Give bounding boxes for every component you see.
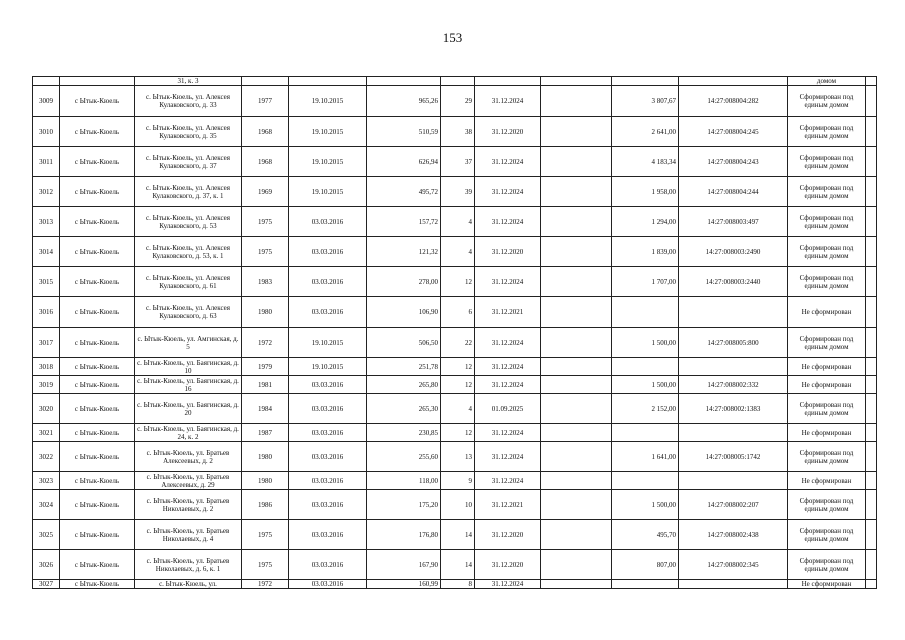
date-cell: 19.10.2015 <box>289 147 367 177</box>
status-cell: Сформирован под единым домом <box>788 207 866 237</box>
extra-cell <box>541 550 612 580</box>
extra-cell <box>541 580 612 589</box>
cadastral-cell: 14:27:008004:282 <box>679 86 788 117</box>
date-cell: 03.03.2016 <box>289 267 367 297</box>
count-cell: 12 <box>441 376 475 394</box>
amount-cell: 807,00 <box>612 550 679 580</box>
deadline-cell: 31.12.2024 <box>475 177 541 207</box>
date-cell: 03.03.2016 <box>289 442 367 472</box>
spacer-cell <box>866 442 877 472</box>
settlement-cell: с Ытык-Кюель <box>60 394 135 424</box>
cadastral-cell: 14:27:008004:245 <box>679 117 788 147</box>
amount-cell: 1 294,00 <box>612 207 679 237</box>
count-cell: 4 <box>441 394 475 424</box>
amount-cell: 1 958,00 <box>612 177 679 207</box>
spacer-cell <box>866 86 877 117</box>
address-cell: с. Ытык-Кюель, ул. Баягинская, д. 20 <box>135 394 242 424</box>
cadastral-cell: 14:27:008002:438 <box>679 520 788 550</box>
status-cell: Не сформирован <box>788 358 866 376</box>
extra-cell <box>541 267 612 297</box>
status-cell: Сформирован под единым домом <box>788 177 866 207</box>
spacer-cell <box>866 490 877 520</box>
date-cell: 03.03.2016 <box>289 376 367 394</box>
status-cell: Сформирован под единым домом <box>788 394 866 424</box>
extra-cell <box>541 472 612 490</box>
extra-cell <box>541 376 612 394</box>
spacer-cell <box>866 358 877 376</box>
year-cell: 1969 <box>242 177 289 207</box>
address-cell: с. Ытык-Кюель, ул. Алексея Кулаковского, д. 63 <box>135 297 242 328</box>
settlement-cell: с Ытык-Кюель <box>60 550 135 580</box>
table-row <box>33 580 877 589</box>
deadline-cell: 31.12.2024 <box>475 358 541 376</box>
area-cell <box>367 77 441 86</box>
address-cell: с. Ытык-Кюель, ул. Баягинская, д. 10 <box>135 358 242 376</box>
extra-cell <box>541 328 612 358</box>
table-row <box>33 117 877 147</box>
table-row <box>33 490 877 520</box>
deadline-cell: 31.12.2024 <box>475 442 541 472</box>
date-cell: 03.03.2016 <box>289 424 367 442</box>
deadline-cell <box>475 77 541 86</box>
date-cell: 03.03.2016 <box>289 490 367 520</box>
deadline-cell: 31.12.2020 <box>475 117 541 147</box>
address-cell: с. Ытык-Кюель, ул. Братьев Алексеевых, д. 29 <box>135 472 242 490</box>
extra-cell <box>541 358 612 376</box>
date-cell: 19.10.2015 <box>289 86 367 117</box>
settlement-cell <box>60 77 135 86</box>
area-cell: 176,80 <box>367 520 441 550</box>
year-cell: 1975 <box>242 520 289 550</box>
extra-cell <box>541 237 612 267</box>
area-cell: 157,72 <box>367 207 441 237</box>
table-row <box>33 472 877 490</box>
address-cell: с. Ытык-Кюель, ул. Братьев Николаевых, д. 6, к. 1 <box>135 550 242 580</box>
count-cell: 10 <box>441 490 475 520</box>
table-row <box>33 237 877 267</box>
year-cell: 1972 <box>242 328 289 358</box>
status-cell: Сформирован под единым домом <box>788 237 866 267</box>
cadastral-cell <box>679 77 788 86</box>
table-row <box>33 77 877 86</box>
settlement-cell: с Ытык-Кюель <box>60 442 135 472</box>
year-cell: 1980 <box>242 472 289 490</box>
address-cell: с. Ытык-Кюель, ул. Баягинская, д. 16 <box>135 376 242 394</box>
amount-cell <box>612 77 679 86</box>
settlement-cell: с Ытык-Кюель <box>60 177 135 207</box>
spacer-cell <box>866 237 877 267</box>
spacer-cell <box>866 550 877 580</box>
table-row <box>33 520 877 550</box>
count-cell: 14 <box>441 520 475 550</box>
amount-cell <box>612 472 679 490</box>
row-number: 3013 <box>33 207 60 237</box>
area-cell: 251,78 <box>367 358 441 376</box>
amount-cell: 1 707,00 <box>612 267 679 297</box>
settlement-cell: с Ытык-Кюель <box>60 376 135 394</box>
date-cell: 19.10.2015 <box>289 177 367 207</box>
count-cell: 4 <box>441 207 475 237</box>
settlement-cell: с Ытык-Кюель <box>60 117 135 147</box>
amount-cell: 1 500,00 <box>612 490 679 520</box>
count-cell: 12 <box>441 358 475 376</box>
table-row <box>33 358 877 376</box>
area-cell: 626,94 <box>367 147 441 177</box>
count-cell: 6 <box>441 297 475 328</box>
date-cell: 03.03.2016 <box>289 472 367 490</box>
year-cell: 1975 <box>242 237 289 267</box>
count-cell: 37 <box>441 147 475 177</box>
status-cell: Сформирован под единым домом <box>788 147 866 177</box>
deadline-cell: 31.12.2024 <box>475 207 541 237</box>
table-row <box>33 177 877 207</box>
cadastral-cell <box>679 472 788 490</box>
amount-cell: 2 152,00 <box>612 394 679 424</box>
extra-cell <box>541 442 612 472</box>
deadline-cell: 31.12.2024 <box>475 147 541 177</box>
date-cell: 03.03.2016 <box>289 520 367 550</box>
area-cell: 106,90 <box>367 297 441 328</box>
row-number: 3012 <box>33 177 60 207</box>
row-number: 3022 <box>33 442 60 472</box>
spacer-cell <box>866 147 877 177</box>
settlement-cell: с Ытык-Кюель <box>60 328 135 358</box>
count-cell: 14 <box>441 550 475 580</box>
area-cell: 278,00 <box>367 267 441 297</box>
row-number: 3017 <box>33 328 60 358</box>
table-row <box>33 550 877 580</box>
year-cell: 1981 <box>242 376 289 394</box>
spacer-cell <box>866 520 877 550</box>
date-cell: 03.03.2016 <box>289 237 367 267</box>
cadastral-cell: 14:27:008002:332 <box>679 376 788 394</box>
settlement-cell: с Ытык-Кюель <box>60 147 135 177</box>
cadastral-cell: 14:27:008005:800 <box>679 328 788 358</box>
row-number: 3023 <box>33 472 60 490</box>
area-cell: 265,80 <box>367 376 441 394</box>
table-row <box>33 297 877 328</box>
status-cell: Сформирован под единым домом <box>788 490 866 520</box>
row-number: 3009 <box>33 86 60 117</box>
row-number: 3018 <box>33 358 60 376</box>
amount-cell <box>612 424 679 442</box>
deadline-cell: 31.12.2021 <box>475 490 541 520</box>
deadline-cell: 31.12.2024 <box>475 424 541 442</box>
year-cell: 1987 <box>242 424 289 442</box>
extra-cell <box>541 490 612 520</box>
date-cell: 19.10.2015 <box>289 117 367 147</box>
cadastral-cell <box>679 424 788 442</box>
cadastral-cell: 14:27:008004:243 <box>679 147 788 177</box>
cadastral-cell: 14:27:008002:207 <box>679 490 788 520</box>
year-cell: 1968 <box>242 147 289 177</box>
address-cell: с. Ытык-Кюель, ул. Алексея Кулаковского, д. 33 <box>135 86 242 117</box>
area-cell: 265,30 <box>367 394 441 424</box>
settlement-cell: с Ытык-Кюель <box>60 490 135 520</box>
extra-cell <box>541 207 612 237</box>
row-number <box>33 77 60 86</box>
count-cell: 22 <box>441 328 475 358</box>
cadastral-cell: 14:27:008003:2440 <box>679 267 788 297</box>
table-row <box>33 267 877 297</box>
deadline-cell: 31.12.2024 <box>475 472 541 490</box>
settlement-cell: с Ытык-Кюель <box>60 86 135 117</box>
table-row <box>33 394 877 424</box>
deadline-cell: 31.12.2021 <box>475 297 541 328</box>
area-cell: 255,60 <box>367 442 441 472</box>
spacer-cell <box>866 77 877 86</box>
area-cell: 230,85 <box>367 424 441 442</box>
year-cell: 1983 <box>242 267 289 297</box>
amount-cell: 3 807,67 <box>612 86 679 117</box>
year-cell: 1968 <box>242 117 289 147</box>
table-row <box>33 86 877 117</box>
row-number: 3011 <box>33 147 60 177</box>
table-row <box>33 424 877 442</box>
status-cell: Не сформирован <box>788 297 866 328</box>
count-cell: 4 <box>441 237 475 267</box>
area-cell: 506,50 <box>367 328 441 358</box>
deadline-cell: 31.12.2020 <box>475 520 541 550</box>
address-cell: 31, к. 3 <box>135 77 242 86</box>
date-cell: 03.03.2016 <box>289 580 367 589</box>
address-cell: с. Ытык-Кюель, ул. <box>135 580 242 589</box>
year-cell <box>242 77 289 86</box>
settlement-cell: с Ытык-Кюель <box>60 297 135 328</box>
amount-cell: 495,70 <box>612 520 679 550</box>
cadastral-cell: 14:27:008003:497 <box>679 207 788 237</box>
address-cell: с. Ытык-Кюель, ул. Алексея Кулаковского, д. 61 <box>135 267 242 297</box>
count-cell: 29 <box>441 86 475 117</box>
spacer-cell <box>866 328 877 358</box>
row-number: 3019 <box>33 376 60 394</box>
cadastral-cell <box>679 358 788 376</box>
address-cell: с. Ытык-Кюель, ул. Алексея Кулаковского, д. 35 <box>135 117 242 147</box>
year-cell: 1980 <box>242 297 289 328</box>
status-cell: Сформирован под единым домом <box>788 267 866 297</box>
extra-cell <box>541 394 612 424</box>
date-cell <box>289 77 367 86</box>
date-cell: 03.03.2016 <box>289 207 367 237</box>
date-cell: 03.03.2016 <box>289 297 367 328</box>
row-number: 3020 <box>33 394 60 424</box>
amount-cell: 1 641,00 <box>612 442 679 472</box>
count-cell: 12 <box>441 424 475 442</box>
page-number: 153 <box>442 30 463 45</box>
settlement-cell: с Ытык-Кюель <box>60 237 135 267</box>
address-cell: с. Ытык-Кюель, ул. Алексея Кулаковского, д. 37, к. 1 <box>135 177 242 207</box>
spacer-cell <box>866 394 877 424</box>
extra-cell <box>541 520 612 550</box>
settlement-cell: с Ытык-Кюель <box>60 580 135 589</box>
row-number: 3015 <box>33 267 60 297</box>
settlement-cell: с Ытык-Кюель <box>60 424 135 442</box>
row-number: 3027 <box>33 580 60 589</box>
amount-cell: 1 839,00 <box>612 237 679 267</box>
settlement-cell: с Ытык-Кюель <box>60 520 135 550</box>
year-cell: 1980 <box>242 442 289 472</box>
status-cell: домом <box>788 77 866 86</box>
year-cell: 1986 <box>242 490 289 520</box>
amount-cell: 4 183,34 <box>612 147 679 177</box>
status-cell: Сформирован под единым домом <box>788 520 866 550</box>
amount-cell <box>612 358 679 376</box>
count-cell: 12 <box>441 267 475 297</box>
registry-table <box>32 76 877 589</box>
deadline-cell: 31.12.2020 <box>475 237 541 267</box>
extra-cell <box>541 177 612 207</box>
amount-cell <box>612 580 679 589</box>
amount-cell: 1 500,00 <box>612 376 679 394</box>
year-cell: 1975 <box>242 550 289 580</box>
cadastral-cell: 14:27:008003:2490 <box>679 237 788 267</box>
extra-cell <box>541 297 612 328</box>
cadastral-cell <box>679 297 788 328</box>
row-number: 3024 <box>33 490 60 520</box>
status-cell: Сформирован под единым домом <box>788 328 866 358</box>
cadastral-cell: 14:27:008002:1383 <box>679 394 788 424</box>
cadastral-cell: 14:27:008004:244 <box>679 177 788 207</box>
table-row <box>33 328 877 358</box>
row-number: 3010 <box>33 117 60 147</box>
cadastral-cell <box>679 580 788 589</box>
spacer-cell <box>866 297 877 328</box>
amount-cell <box>612 297 679 328</box>
amount-cell: 2 641,00 <box>612 117 679 147</box>
address-cell: с. Ытык-Кюель, ул. Братьев Николаевых, д. 4 <box>135 520 242 550</box>
date-cell: 19.10.2015 <box>289 358 367 376</box>
status-cell: Сформирован под единым домом <box>788 117 866 147</box>
spacer-cell <box>866 424 877 442</box>
status-cell: Не сформирован <box>788 472 866 490</box>
area-cell: 175,20 <box>367 490 441 520</box>
cadastral-cell: 14:27:008002:345 <box>679 550 788 580</box>
settlement-cell: с Ытык-Кюель <box>60 267 135 297</box>
area-cell: 121,32 <box>367 237 441 267</box>
row-number: 3026 <box>33 550 60 580</box>
deadline-cell: 01.09.2025 <box>475 394 541 424</box>
status-cell: Сформирован под единым домом <box>788 442 866 472</box>
date-cell: 03.03.2016 <box>289 394 367 424</box>
address-cell: с. Ытык-Кюель, ул. Амгинская, д. 5 <box>135 328 242 358</box>
deadline-cell: 31.12.2024 <box>475 86 541 117</box>
settlement-cell: с Ытык-Кюель <box>60 472 135 490</box>
count-cell <box>441 77 475 86</box>
cadastral-cell: 14:27:008005:1742 <box>679 442 788 472</box>
year-cell: 1972 <box>242 580 289 589</box>
date-cell: 19.10.2015 <box>289 328 367 358</box>
row-number: 3016 <box>33 297 60 328</box>
table-row <box>33 207 877 237</box>
spacer-cell <box>866 472 877 490</box>
status-cell: Не сформирован <box>788 580 866 589</box>
status-cell: Сформирован под единым домом <box>788 550 866 580</box>
area-cell: 118,00 <box>367 472 441 490</box>
row-number: 3021 <box>33 424 60 442</box>
spacer-cell <box>866 207 877 237</box>
count-cell: 39 <box>441 177 475 207</box>
extra-cell <box>541 117 612 147</box>
settlement-cell: с Ытык-Кюель <box>60 207 135 237</box>
area-cell: 160,99 <box>367 580 441 589</box>
count-cell: 13 <box>441 442 475 472</box>
address-cell: с. Ытык-Кюель, ул. Братьев Николаевых, д. 2 <box>135 490 242 520</box>
table-row <box>33 147 877 177</box>
table-row <box>33 376 877 394</box>
area-cell: 510,59 <box>367 117 441 147</box>
spacer-cell <box>866 376 877 394</box>
year-cell: 1975 <box>242 207 289 237</box>
status-cell: Не сформирован <box>788 424 866 442</box>
address-cell: с. Ытык-Кюель, ул. Алексея Кулаковского, д. 53 <box>135 207 242 237</box>
area-cell: 167,90 <box>367 550 441 580</box>
spacer-cell <box>866 267 877 297</box>
spacer-cell <box>866 177 877 207</box>
deadline-cell: 31.12.2020 <box>475 550 541 580</box>
year-cell: 1984 <box>242 394 289 424</box>
extra-cell <box>541 147 612 177</box>
extra-cell <box>541 424 612 442</box>
extra-cell <box>541 77 612 86</box>
address-cell: с. Ытык-Кюель, ул. Алексея Кулаковского, д. 37 <box>135 147 242 177</box>
count-cell: 38 <box>441 117 475 147</box>
count-cell: 9 <box>441 472 475 490</box>
settlement-cell: с Ытык-Кюель <box>60 358 135 376</box>
extra-cell <box>541 86 612 117</box>
year-cell: 1977 <box>242 86 289 117</box>
address-cell: с. Ытык-Кюель, ул. Алексея Кулаковского, д. 53, к. 1 <box>135 237 242 267</box>
deadline-cell: 31.12.2024 <box>475 580 541 589</box>
date-cell: 03.03.2016 <box>289 550 367 580</box>
area-cell: 495,72 <box>367 177 441 207</box>
count-cell: 8 <box>441 580 475 589</box>
year-cell: 1979 <box>242 358 289 376</box>
status-cell: Не сформирован <box>788 376 866 394</box>
deadline-cell: 31.12.2024 <box>475 328 541 358</box>
spacer-cell <box>866 580 877 589</box>
address-cell: с. Ытык-Кюель, ул. Баягинская, д. 24, к. 2 <box>135 424 242 442</box>
address-cell: с. Ытык-Кюель, ул. Братьев Алексеевых, д. 2 <box>135 442 242 472</box>
area-cell: 965,26 <box>367 86 441 117</box>
row-number: 3025 <box>33 520 60 550</box>
deadline-cell: 31.12.2024 <box>475 267 541 297</box>
table-row <box>33 442 877 472</box>
spacer-cell <box>866 117 877 147</box>
deadline-cell: 31.12.2024 <box>475 376 541 394</box>
row-number: 3014 <box>33 237 60 267</box>
amount-cell: 1 500,00 <box>612 328 679 358</box>
status-cell: Сформирован под единым домом <box>788 86 866 117</box>
